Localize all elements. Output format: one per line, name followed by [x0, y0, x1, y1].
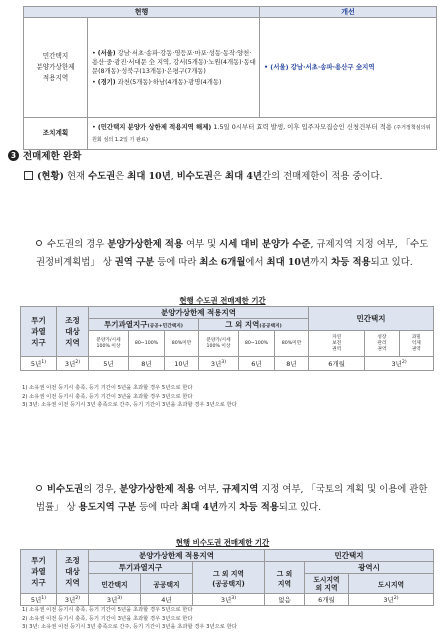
table2-caption: 현행 비수도권 전매제한 기간: [175, 538, 270, 547]
h-specul: 투기 과열 지구: [21, 307, 57, 357]
paragraph-status: (현황) 현재 수도권은 최대 10년, 비수도권은 최대 4년간의 전매제한이 적용 중이다.: [24, 168, 436, 186]
sub-public: 공공택지: [141, 574, 193, 594]
h-adjust: 조정 대상 지역: [57, 307, 89, 357]
paragraph-metro: 수도권의 경우 분양가상한제 적용 여부 및 시세 대비 분양가 수준, 규제지역 지정 여부, 「수도권정비계획법」 상 권역 구분 등에 따라 최소 6개월에서 최대 10년까지 차등 적용되고 있다.: [36, 239, 429, 268]
sub-80b: 80~100%: [239, 331, 275, 357]
section-title: [8, 148, 81, 162]
h-price-cap: 분양가상한제 적용지역: [89, 550, 265, 562]
non-metro-resale-table: [20, 549, 434, 606]
bullet-circle-icon: [36, 485, 42, 491]
h-adjust: 조정 대상 지역: [57, 550, 89, 594]
value-cell: 3년$^{3)}$: [89, 594, 141, 606]
value-cell: 8년: [129, 357, 165, 371]
section-number: 3: [8, 150, 19, 161]
h-other2: 그 외 지역: [265, 562, 305, 594]
value-cell: 8년: [275, 357, 309, 371]
h-public: 투기과열지구(공공+민간택지): [89, 319, 199, 331]
row1-improve: • (서울) 강남·서초·송파·용산구 全지역: [260, 18, 437, 118]
sub-80lessb: 80%미만: [275, 331, 309, 357]
bullet-circle-icon: [36, 240, 42, 246]
sub-natural: 자연 보전 권역: [309, 331, 365, 357]
h-specul: 투기 과열 지구: [21, 550, 57, 594]
header-current: 현행: [24, 7, 260, 18]
header-improve: 개선: [260, 7, 437, 18]
sub-metro-other: 도시지역 외 지역: [305, 574, 349, 594]
h-price-cap: 분양가상한제 적용지역: [89, 307, 309, 319]
sub-100: 분양가/시세 100% 이상: [89, 331, 129, 357]
metro-resale-table: [20, 306, 434, 371]
value-cell: 3년$^{2)}$: [57, 357, 89, 371]
row2-text: • (민간택지 분양가 상한제 적용지역 해제) 1.5일 0시부터 효력 발생, 이후 입주자모집승인 신청건부터 적용 (주거정책심의위원회 심의 1.2일 기 완료): [88, 118, 437, 150]
table1-notes: 1) 소유권 이전 등기시 충족, 등기 기간이 5년을 초과할 경우 5년으로 한다 2) 소유권 이전 등기시 충족, 등기 기간이 3년을 초과할 경우 3년으로 한다 3) 3년: 소유권 이전 등기시 3년 충족으로 간주, 등기 기간이 3년을 초과할 경우 3년으로 한다: [22, 385, 237, 408]
value-cell: 6개월: [305, 594, 349, 606]
h-metro: 광역시: [305, 562, 434, 574]
row1-head: 민간택지 분양가상한제 적용지역: [24, 18, 88, 118]
h-overheat: 투기과열지구: [89, 562, 193, 574]
table1-caption: 현행 수도권 전매제한 기간: [179, 296, 266, 305]
h-other: 그 외 지역 (공공택지): [193, 562, 265, 594]
value-cell: 3년$^{2)}$: [349, 594, 434, 606]
sub-city: 도시지역: [349, 574, 434, 594]
sub-100b: 분양가/시세 100% 이상: [199, 331, 239, 357]
value-cell: 5년$^{1)}$: [21, 594, 57, 606]
paragraph-non-metro: 비수도권의 경우, 분양가상한제 적용 여부, 규제지역 지정 여부, 「국토의 계획 및 이용에 관한 법률」 상 용도지역 구분 등에 따라 최대 4년까지 차등 적용되고 있다.: [36, 484, 428, 513]
sub-growth: 성장 관리 권역: [365, 331, 399, 357]
sub-80: 80~100%: [129, 331, 165, 357]
value-cell: 6개월: [309, 357, 365, 371]
value-cell: 6년: [239, 357, 275, 371]
sub-overcrowd: 과밀 억제 권역: [399, 331, 433, 357]
value-cell: 3년$^{2)}$: [365, 357, 434, 371]
value-cell: 3년$^{2)}$: [57, 594, 89, 606]
value-cell: 3년$^{3)}$: [199, 357, 239, 371]
checkbox-square-icon: [24, 171, 33, 180]
section-title-text: 전매제한 완화: [23, 151, 82, 162]
h-private: 민간택지: [265, 550, 434, 562]
value-cell: 4년: [141, 594, 193, 606]
value-cell: 5년: [89, 357, 129, 371]
value-cell: 5년$^{1)}$: [21, 357, 57, 371]
price-cap-table: [23, 6, 437, 150]
row1-current: • (서울) 강남·서초·송파·강동·영등포·마포·성동·동작·양천·용산·중·광진·서대문 全 지역, 강서(5개동)·노원(4개동)·동대문(8개동)·성북구(13개동)·은평구(7개동) • (경기) 과천(5개동)·하남(4개동)·광명(4개동): [88, 18, 260, 118]
value-cell: 3년$^{3)}$: [193, 594, 265, 606]
h-private: 민간택지: [309, 307, 434, 331]
value-cell: 10년: [165, 357, 199, 371]
value-cell: 없음: [265, 594, 305, 606]
sub-80less: 80%미만: [165, 331, 199, 357]
row2-head: 조치계획: [24, 118, 88, 150]
h-other: 그 외 지역(공공택지): [199, 319, 309, 331]
sub-private: 민간택지: [89, 574, 141, 594]
table2-notes: 1) 소유권 이전 등기시 충족, 등기 기간이 5년을 초과할 경우 5년으로 한다 2) 소유권 이전 등기시 충족, 등기 기간이 3년을 초과할 경우 3년으로 한다 3) 3년: 소유권 이전 등기시 3년 충족으로 간주, 등기 기간이 3년을 초과할 경우 3년으로 한다: [22, 607, 237, 630]
